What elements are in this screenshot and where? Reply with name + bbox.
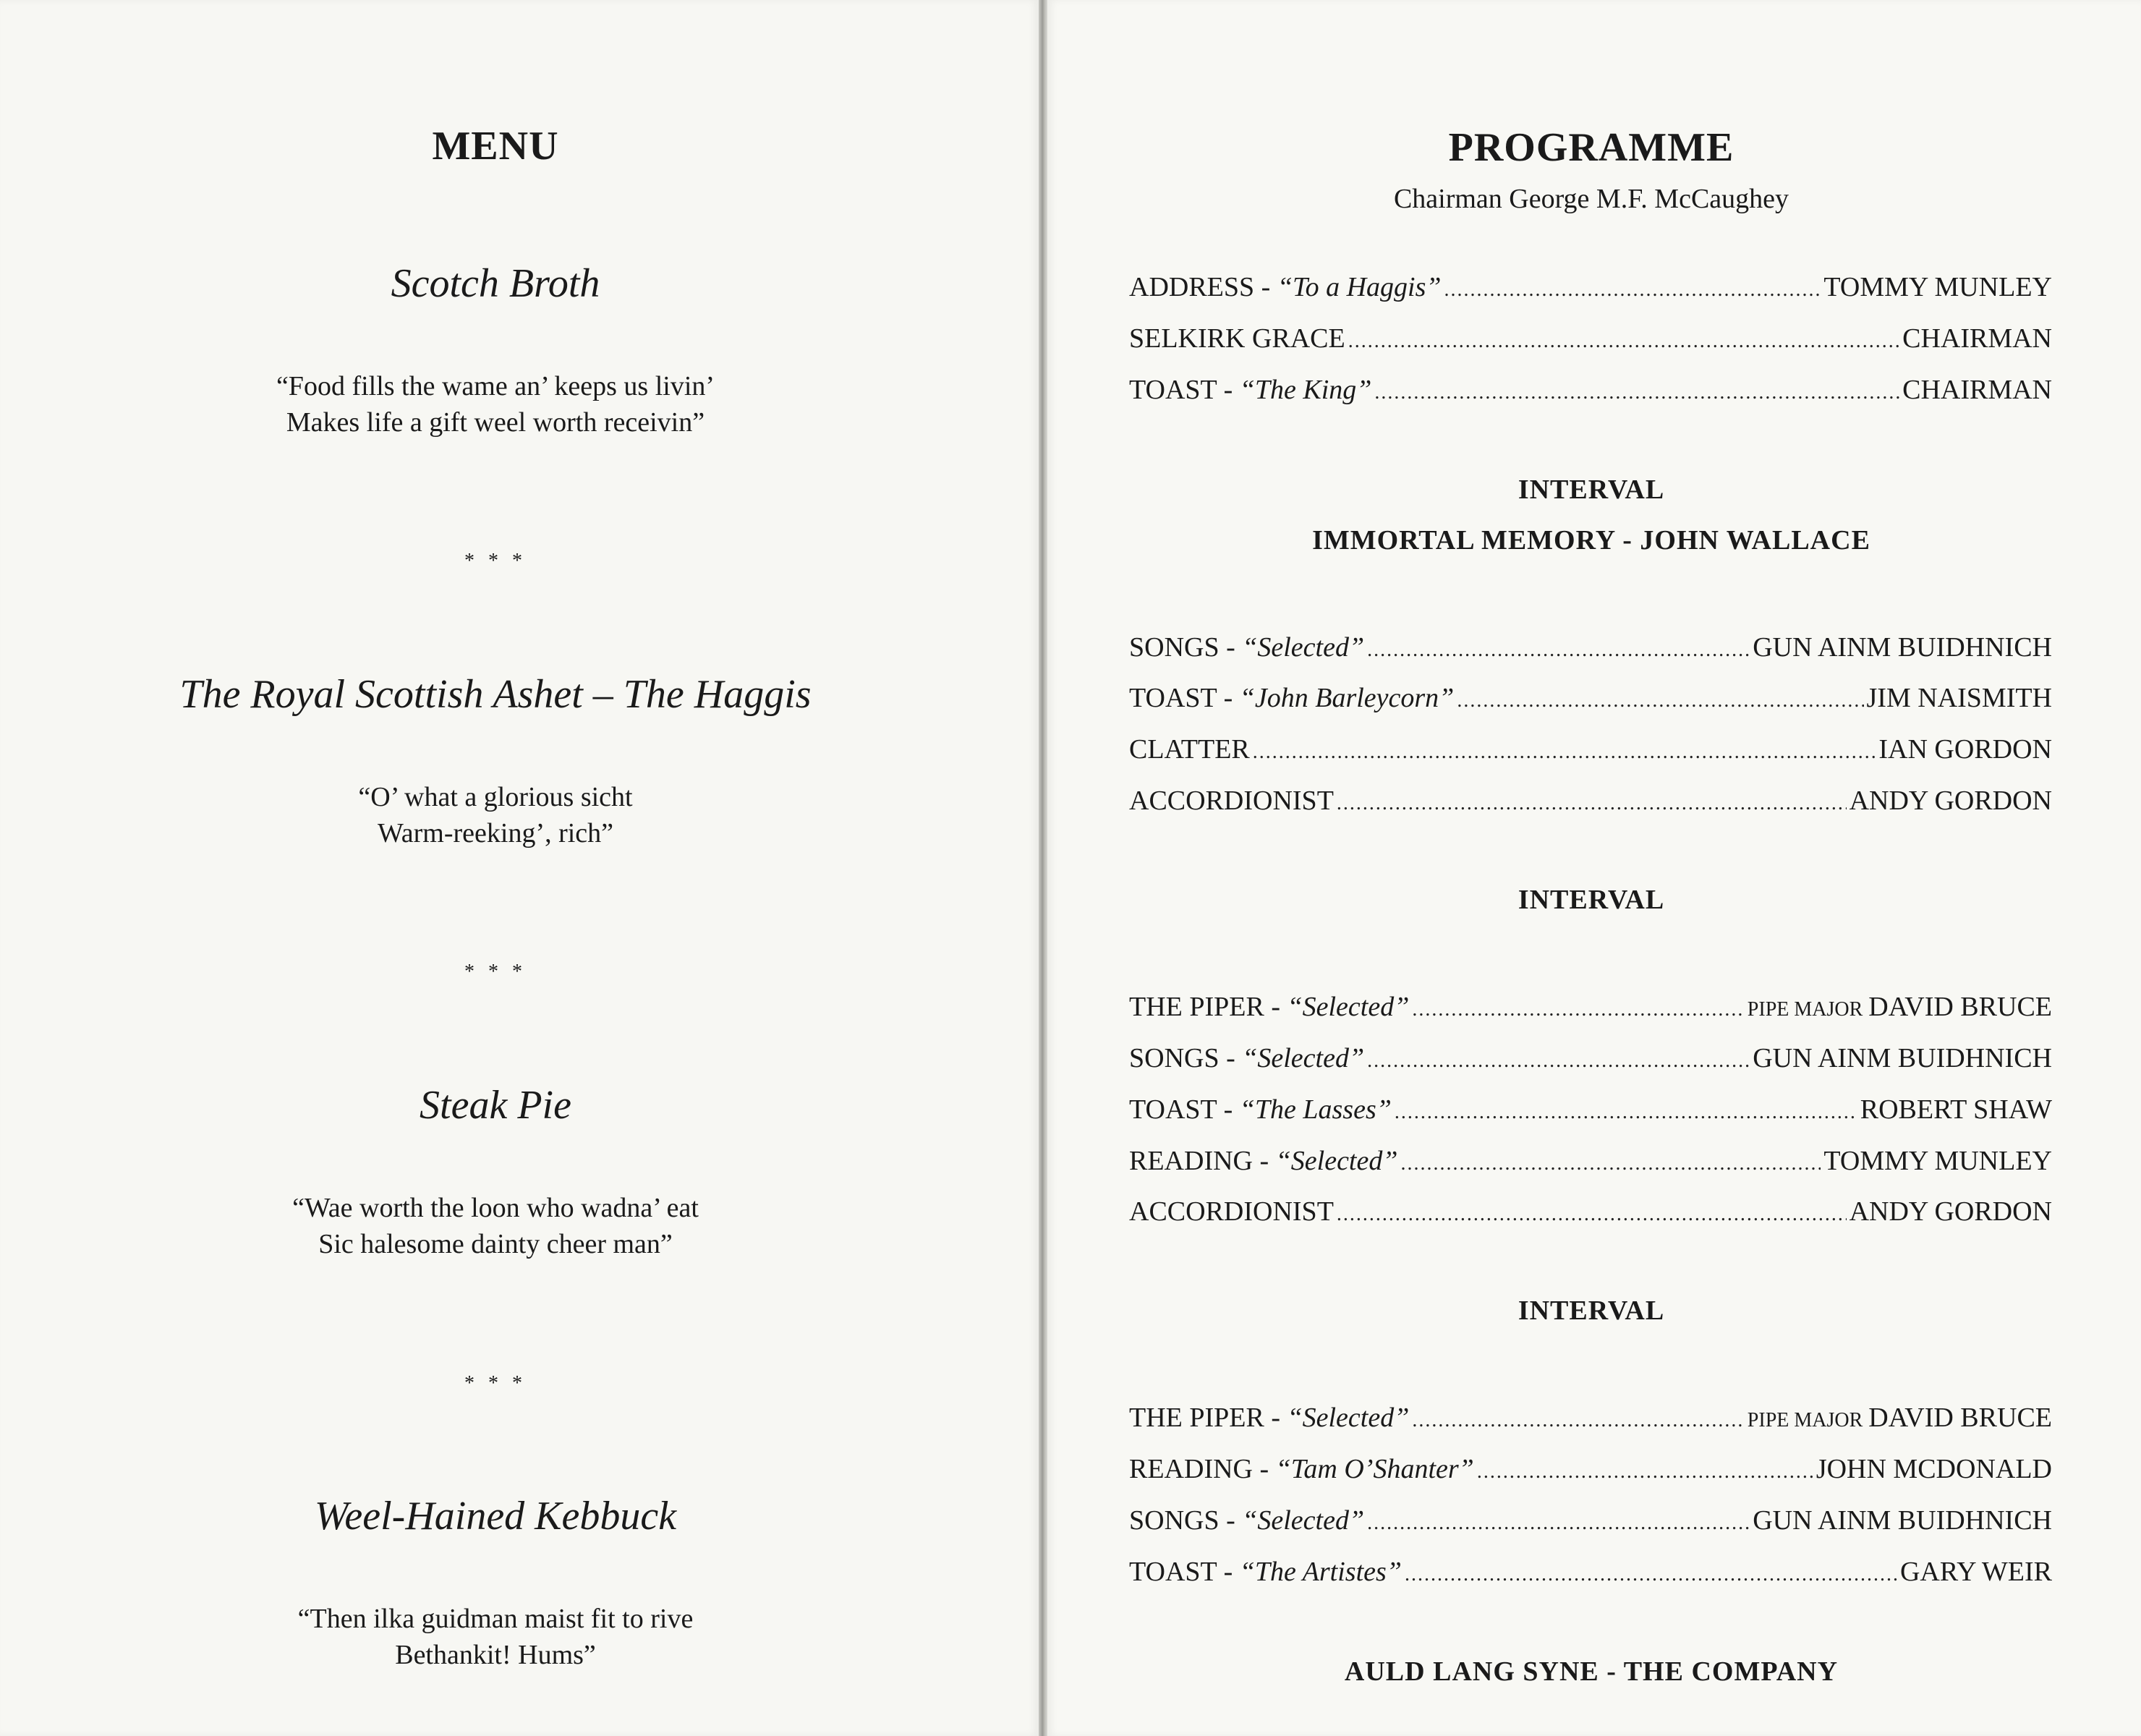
- programme-item: [1129, 370, 2052, 410]
- course-quote: [0, 1601, 991, 1673]
- programme-item: [1129, 1449, 2052, 1489]
- interval-heading: INTERVAL: [1518, 475, 1665, 505]
- course-dish: Scotch Broth: [391, 261, 600, 306]
- item-title: “Selected”: [1242, 1505, 1365, 1536]
- dot-leader: [1374, 373, 1899, 413]
- performer-prefix: PIPE MAJOR: [1747, 1409, 1863, 1431]
- programme-item: [1129, 1089, 2052, 1130]
- programme-item: [1129, 1191, 2052, 1232]
- dot-leader: [1444, 270, 1821, 310]
- dot-leader: [1367, 630, 1750, 671]
- performer-prefix: PIPE MAJOR: [1747, 998, 1863, 1021]
- programme-item-label: [1129, 1141, 1398, 1181]
- dot-leader: [1395, 1092, 1857, 1133]
- item-label: SONGS -: [1129, 1505, 1243, 1536]
- interval-heading: INTERVAL: [1518, 885, 1665, 915]
- programme-item-label: [1129, 987, 1409, 1027]
- programme-item-performer: [1850, 1191, 2052, 1232]
- item-title: “Tam O’Shanter”: [1275, 1454, 1474, 1484]
- quote-line: Makes life a gift weel worth receivin”: [286, 407, 705, 438]
- course-quote: [0, 779, 991, 851]
- performer-name: ANDY GORDON: [1849, 786, 2052, 816]
- dot-leader: [1401, 1144, 1821, 1184]
- item-label: TOAST -: [1129, 375, 1240, 405]
- programme-item: [1129, 318, 2052, 359]
- programme-item-performer: [1748, 1397, 2052, 1441]
- programme-item: [1129, 267, 2052, 307]
- performer-name: DAVID BRUCE: [1868, 1403, 2052, 1433]
- item-title: “John Barleycorn”: [1239, 683, 1455, 713]
- programme-item: [1129, 627, 2052, 668]
- item-title: “Selected”: [1242, 632, 1365, 663]
- quote-line: Bethankit! Hums”: [395, 1640, 596, 1670]
- course-4: [0, 1491, 991, 1673]
- dot-leader: [1412, 1400, 1744, 1441]
- dot-leader: [1337, 783, 1847, 824]
- dot-leader: [1405, 1554, 1897, 1595]
- dot-leader: [1348, 321, 1899, 362]
- course-1: [0, 258, 991, 441]
- course-dish: Steak Pie: [420, 1083, 571, 1128]
- item-label: THE PIPER -: [1129, 1403, 1287, 1433]
- performer-name: CHAIRMAN: [1902, 375, 2052, 405]
- programme-item-performer: [1860, 1089, 2052, 1130]
- immortal-memory-heading: IMMORTAL MEMORY - JOHN WALLACE: [1312, 525, 1870, 556]
- programme-item: [1129, 1397, 2052, 1438]
- item-label: READING -: [1129, 1146, 1276, 1176]
- programme-item-performer: [1823, 267, 2052, 307]
- item-label: TOAST -: [1129, 1094, 1240, 1125]
- item-label: TOAST -: [1129, 683, 1240, 713]
- programme-item-label: [1129, 318, 1345, 359]
- programme-item-label: [1129, 1552, 1402, 1592]
- item-label: TOAST -: [1129, 1557, 1240, 1587]
- course-separator: * * *: [464, 1372, 527, 1395]
- course-dish: Weel-Hained Kebbuck: [314, 1494, 677, 1539]
- performer-name: TOMMY MUNLEY: [1823, 1146, 2052, 1176]
- programme-item: [1129, 1500, 2052, 1541]
- menu-title: MENU: [432, 124, 559, 169]
- interval-heading: INTERVAL: [1518, 1295, 1665, 1326]
- programme-item: [1129, 678, 2052, 718]
- programme-item-label: [1129, 627, 1364, 668]
- dot-leader: [1457, 681, 1863, 721]
- course-separator: * * *: [464, 961, 527, 983]
- programme-item-label: [1129, 1191, 1334, 1232]
- programme-item-label: [1129, 729, 1250, 770]
- programme-item-label: [1129, 1038, 1364, 1078]
- dot-leader: [1412, 990, 1744, 1030]
- programme-item: [1129, 1141, 2052, 1181]
- programme-item-performer: [1748, 987, 2052, 1030]
- course-quote: [0, 1190, 991, 1262]
- programme-item: [1129, 1552, 2052, 1592]
- performer-name: ROBERT SHAW: [1860, 1094, 2052, 1125]
- programme-item: [1129, 729, 2052, 770]
- course-dish: The Royal Scottish Ashet – The Haggis: [179, 672, 812, 717]
- performer-name: ANDY GORDON: [1849, 1196, 2052, 1227]
- item-label: CLATTER: [1129, 734, 1250, 765]
- programme-item-performer: [1900, 1552, 2052, 1592]
- performer-name: JIM NAISMITH: [1866, 683, 2052, 713]
- programme-item-performer: [1902, 370, 2052, 410]
- item-title: “The Lasses”: [1239, 1094, 1392, 1125]
- course-2: [0, 669, 991, 851]
- performer-name: GUN AINM BUIDHNICH: [1753, 632, 2052, 663]
- programme-item-performer: [1867, 678, 2053, 718]
- quote-line: Sic halesome dainty cheer man”: [318, 1229, 673, 1259]
- quote-line: “Wae worth the loon who wadna’ eat: [292, 1193, 699, 1223]
- quote-line: “Food fills the wame an’ keeps us livin’: [276, 371, 715, 401]
- dot-leader: [1367, 1041, 1750, 1081]
- item-title: “Selected”: [1242, 1043, 1365, 1073]
- course-quote: [0, 368, 991, 441]
- programme-item-label: [1129, 1397, 1409, 1438]
- programme-item-label: [1129, 1449, 1474, 1489]
- quote-line: “Then ilka guidman maist fit to rive: [297, 1604, 694, 1634]
- programme-item-performer: [1902, 318, 2052, 359]
- programme-item-performer: [1850, 780, 2052, 821]
- dot-leader: [1477, 1452, 1813, 1492]
- performer-name: JOHN MCDONALD: [1816, 1454, 2052, 1484]
- programme-item-label: [1129, 370, 1371, 410]
- dot-leader: [1337, 1194, 1847, 1235]
- item-label: SELKIRK GRACE: [1129, 323, 1345, 354]
- programme-title: PROGRAMME: [1448, 125, 1734, 170]
- programme-item-performer: [1753, 627, 2052, 668]
- item-title: “The Artistes”: [1239, 1557, 1402, 1587]
- programme-item-performer: [1878, 729, 2052, 770]
- item-label: SONGS -: [1129, 1043, 1243, 1073]
- course-3: [0, 1080, 991, 1262]
- item-label: ADDRESS -: [1129, 272, 1277, 302]
- programme-item-label: [1129, 1500, 1364, 1541]
- item-label: ACCORDIONIST: [1129, 1196, 1334, 1227]
- performer-name: TOMMY MUNLEY: [1823, 272, 2052, 302]
- dot-leader: [1367, 1503, 1750, 1544]
- programme-item-performer: [1823, 1141, 2052, 1181]
- programme-item-performer: [1753, 1038, 2052, 1078]
- page-fold: [1039, 0, 1047, 1736]
- programme-item: [1129, 987, 2052, 1027]
- performer-name: GUN AINM BUIDHNICH: [1753, 1043, 2052, 1073]
- programme-item-label: [1129, 267, 1442, 307]
- item-label: THE PIPER -: [1129, 992, 1287, 1022]
- performer-name: DAVID BRUCE: [1868, 992, 2052, 1022]
- programme-item-performer: [1816, 1449, 2052, 1489]
- programme-item-label: [1129, 780, 1334, 821]
- performer-name: IAN GORDON: [1878, 734, 2052, 765]
- programme-item: [1129, 1038, 2052, 1078]
- item-title: “Selected”: [1275, 1146, 1398, 1176]
- quote-line: “O’ what a glorious sicht: [358, 782, 633, 812]
- item-title: “Selected”: [1287, 1403, 1410, 1433]
- dot-leader: [1253, 732, 1876, 773]
- programme-item-label: [1129, 1089, 1392, 1130]
- performer-name: CHAIRMAN: [1902, 323, 2052, 354]
- item-title: “Selected”: [1287, 992, 1410, 1022]
- performer-name: GARY WEIR: [1899, 1557, 2052, 1587]
- chairman-line: Chairman George M.F. McCaughey: [1393, 184, 1789, 214]
- programme-item-label: [1129, 678, 1454, 718]
- closing-heading: AULD LANG SYNE - THE COMPANY: [1344, 1656, 1839, 1687]
- performer-name: GUN AINM BUIDHNICH: [1753, 1505, 2052, 1536]
- item-title: “To a Haggis”: [1277, 272, 1442, 302]
- programme-item-performer: [1753, 1500, 2052, 1541]
- item-title: “The King”: [1239, 375, 1372, 405]
- item-label: SONGS -: [1129, 632, 1243, 663]
- course-separator: * * *: [464, 550, 527, 572]
- item-label: READING -: [1129, 1454, 1276, 1484]
- item-label: ACCORDIONIST: [1129, 786, 1334, 816]
- programme-item: [1129, 780, 2052, 821]
- quote-line: Warm-reeking’, rich”: [377, 818, 614, 848]
